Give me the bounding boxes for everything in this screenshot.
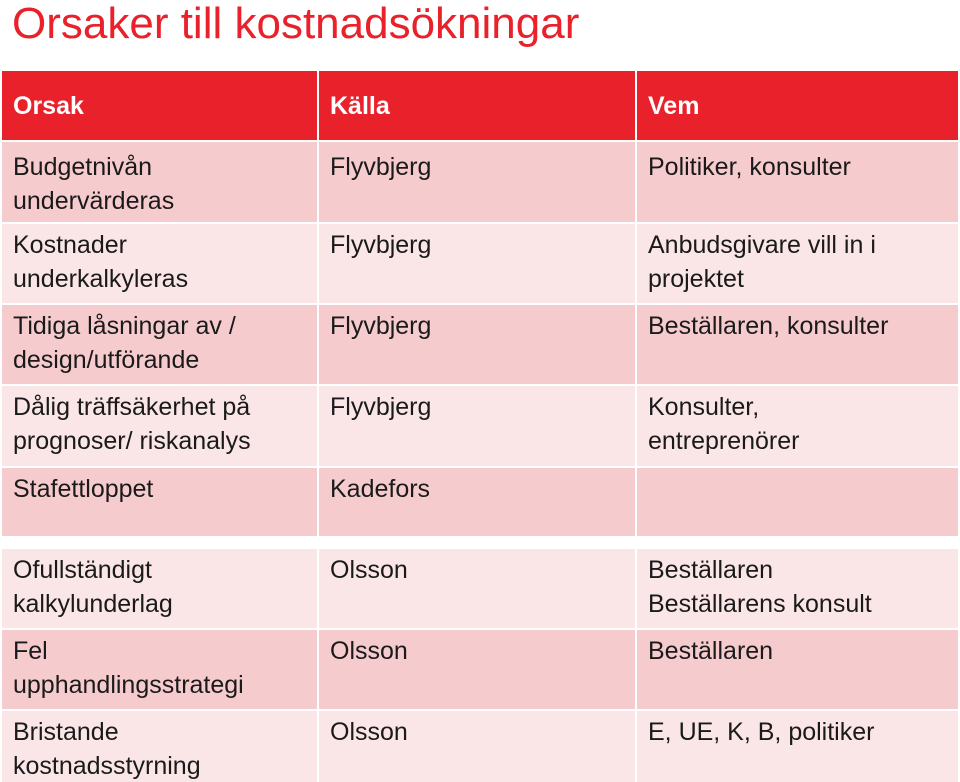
cell-kalla: Kadefors bbox=[319, 468, 637, 538]
cell-vem: Beställaren bbox=[637, 630, 958, 711]
cell-vem: Anbudsgivare vill in i projektet bbox=[637, 224, 958, 305]
cell-orsak: Ofullständigt kalkylunderlag bbox=[2, 549, 319, 630]
cell-kalla: Flyvbjerg bbox=[319, 386, 637, 468]
cell-vem: Beställaren Beställarens konsult bbox=[637, 549, 958, 630]
table-row bbox=[2, 305, 958, 386]
table-row-spacer bbox=[2, 538, 958, 549]
cell-kalla: Flyvbjerg bbox=[319, 305, 637, 386]
table-row bbox=[2, 142, 958, 224]
cell-orsak: Stafettloppet bbox=[2, 468, 319, 538]
cell-vem: Beställaren, konsulter bbox=[637, 305, 958, 386]
table-header-row bbox=[2, 71, 958, 142]
column-header-kalla: Källa bbox=[319, 71, 637, 142]
cell-orsak: Fel upphandlingsstrategi bbox=[2, 630, 319, 711]
cell-orsak: Budgetnivån undervärderas bbox=[2, 142, 319, 224]
table-row bbox=[2, 468, 958, 538]
cell-kalla: Flyvbjerg bbox=[319, 142, 637, 224]
cell-vem: Konsulter, entreprenörer bbox=[637, 386, 958, 468]
cell-vem: E, UE, K, B, politiker bbox=[637, 711, 958, 782]
cell-vem bbox=[637, 468, 958, 538]
table-row bbox=[2, 630, 958, 711]
cell-orsak: Dålig träffsäkerhet på prognoser/ riskanalys bbox=[2, 386, 319, 468]
cell-kalla: Olsson bbox=[319, 549, 637, 630]
table-row bbox=[2, 386, 958, 468]
causes-table bbox=[2, 71, 958, 782]
cell-kalla: Olsson bbox=[319, 711, 637, 782]
cell-kalla: Olsson bbox=[319, 630, 637, 711]
slide-title: Orsaker till kostnadsökningar bbox=[12, 0, 580, 48]
cell-orsak: Tidiga låsningar av / design/utförande bbox=[2, 305, 319, 386]
cell-kalla: Flyvbjerg bbox=[319, 224, 637, 305]
table-row bbox=[2, 224, 958, 305]
column-header-orsak: Orsak bbox=[2, 71, 319, 142]
cell-orsak: Kostnader underkalkyleras bbox=[2, 224, 319, 305]
cell-vem: Politiker, konsulter bbox=[637, 142, 958, 224]
cell-orsak: Bristande kostnadsstyrning bbox=[2, 711, 319, 782]
column-header-vem: Vem bbox=[637, 71, 958, 142]
table-row bbox=[2, 549, 958, 630]
table-row bbox=[2, 711, 958, 782]
